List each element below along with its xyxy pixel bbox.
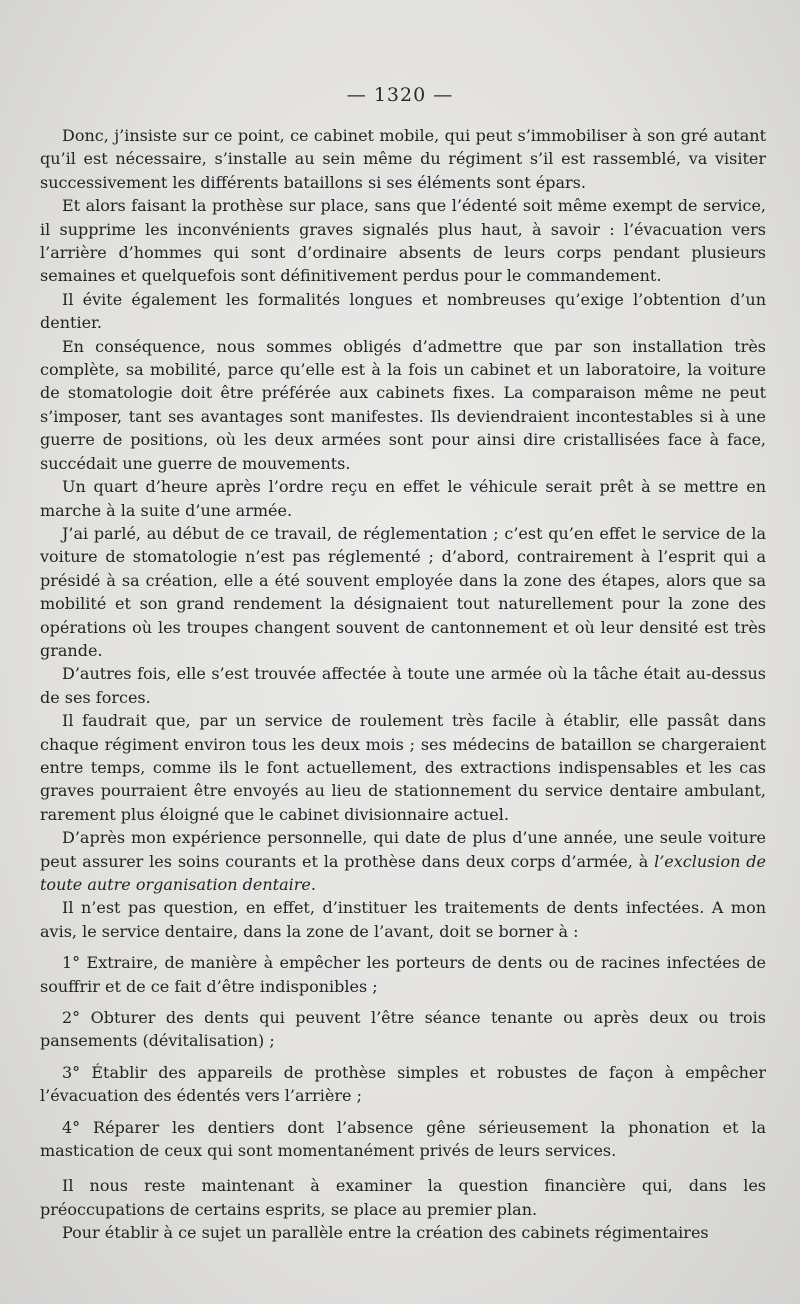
list-item: 2° Obturer des dents qui peuvent l’être séance tenante ou après deux ou trois pansements (dévitalisation) ; bbox=[40, 1008, 766, 1051]
paragraph-experience bbox=[40, 826, 766, 896]
paragraph: Il nous reste maintenant à examiner la question financière qui, dans les préoccupations de certains esprits, se place au premier plan. bbox=[40, 1176, 766, 1219]
list-item: 1° Extraire, de manière à empêcher les porteurs de dents ou de racines infectées de souffrir et de ce fait d’être indisponibles ; bbox=[40, 953, 766, 996]
body-text bbox=[40, 124, 766, 1245]
paragraph: J’ai parlé, au début de ce travail, de réglementation ; c’est qu’en effet le service de la voiture de stomatologie n’est pas réglementé ; d’abord, contrairement à l’esprit qui a présidé à sa création, elle a été souvent employée dans la zone des étapes, alors que sa mobilité et son grand rendement la désignaient tout naturellement pour la zone des opérations où les troupes changent souvent de cantonnement et où leur densité est très grande. bbox=[40, 523, 766, 660]
paragraph: Il évite également les formalités longues et nombreuses qu’exige l’obtention d’un dentier. bbox=[40, 289, 766, 333]
list-item: 3° Établir des appareils de prothèse simples et robustes de façon à empêcher l’évacuation des édentés vers l’arrière ; bbox=[40, 1062, 766, 1106]
paragraph: En conséquence, nous sommes obligés d’admettre que par son installation très complète, sa mobilité, parce qu’elle est à la fois un cabinet et un laboratoire, la voiture de stomatologie doit être préférée aux cabinets fixes. La comparaison même ne peut s’imposer, tant ses avantages sont manifestes. Ils deviendraient incontestables si à une guerre de positions, où les deux armées sont pour ainsi dire cristallisées face à face, succédait une guerre de mouvements. bbox=[40, 336, 766, 473]
paragraph: Pour établir à ce sujet un parallèle entre la création des cabinets régimentaires bbox=[62, 1223, 709, 1243]
paragraph: Donc, j’insiste sur ce point, ce cabinet mobile, qui peut s’immobiliser à son gré autant qu’il est nécessaire, s’installe au sein même du régiment s’il est rassemblé, va visiter successivement les différents bataillons si ses éléments sont épars. bbox=[40, 126, 766, 192]
paragraph: Un quart d’heure après l’ordre reçu en effet le véhicule serait prêt à se mettre en marche à la suite d’une armée. bbox=[40, 477, 766, 520]
experience-text: D’après mon expérience personnelle, qui date de plus d’une année, une seule voiture peut assurer les soins courants et la prothèse dans deux corps d’armée, à bbox=[40, 828, 766, 871]
list-item: 4° Réparer les dentiers dont l’absence gêne sérieusement la phonation et la mastication de ceux qui sont momentanément privés de leurs services. bbox=[40, 1117, 766, 1161]
page-number: — 1320 — bbox=[346, 84, 454, 106]
paragraph: Et alors faisant la prothèse sur place, sans que l’édenté soit même exempt de service, il supprime les inconvénients graves signalés plus haut, à savoir : l’évacuation vers l’arrière d’hommes qui sont d’ordinaire absents de leurs corps pendant plusieurs semaines et quelquefois sont définitivement perdus pour le commandement. bbox=[40, 196, 766, 286]
paragraph: D’autres fois, elle s’est trouvée affectée à toute une armée où la tâche était au-dessus de ses forces. bbox=[40, 664, 766, 707]
paragraph: Il n’est pas question, en effet, d’instituer les traitements de dents infectées. A mon avis, le service dentaire, dans la zone de l’avant, doit se borner à : bbox=[40, 898, 766, 941]
paragraph: Il faudrait que, par un service de roulement très facile à établir, elle passât dans chaque régiment environ tous les deux mois ; ses médecins de bataillon se chargeraient entre temps, comme ils le font actuellement, des extractions indispensables et les cas graves pourraient être envoyés au lieu de stationnement du service dentaire ambulant, rarement plus éloigné que le cabinet divisionnaire actuel. bbox=[40, 711, 766, 824]
experience-italic: l’exclusion de toute autre organisation dentaire. bbox=[40, 851, 766, 894]
